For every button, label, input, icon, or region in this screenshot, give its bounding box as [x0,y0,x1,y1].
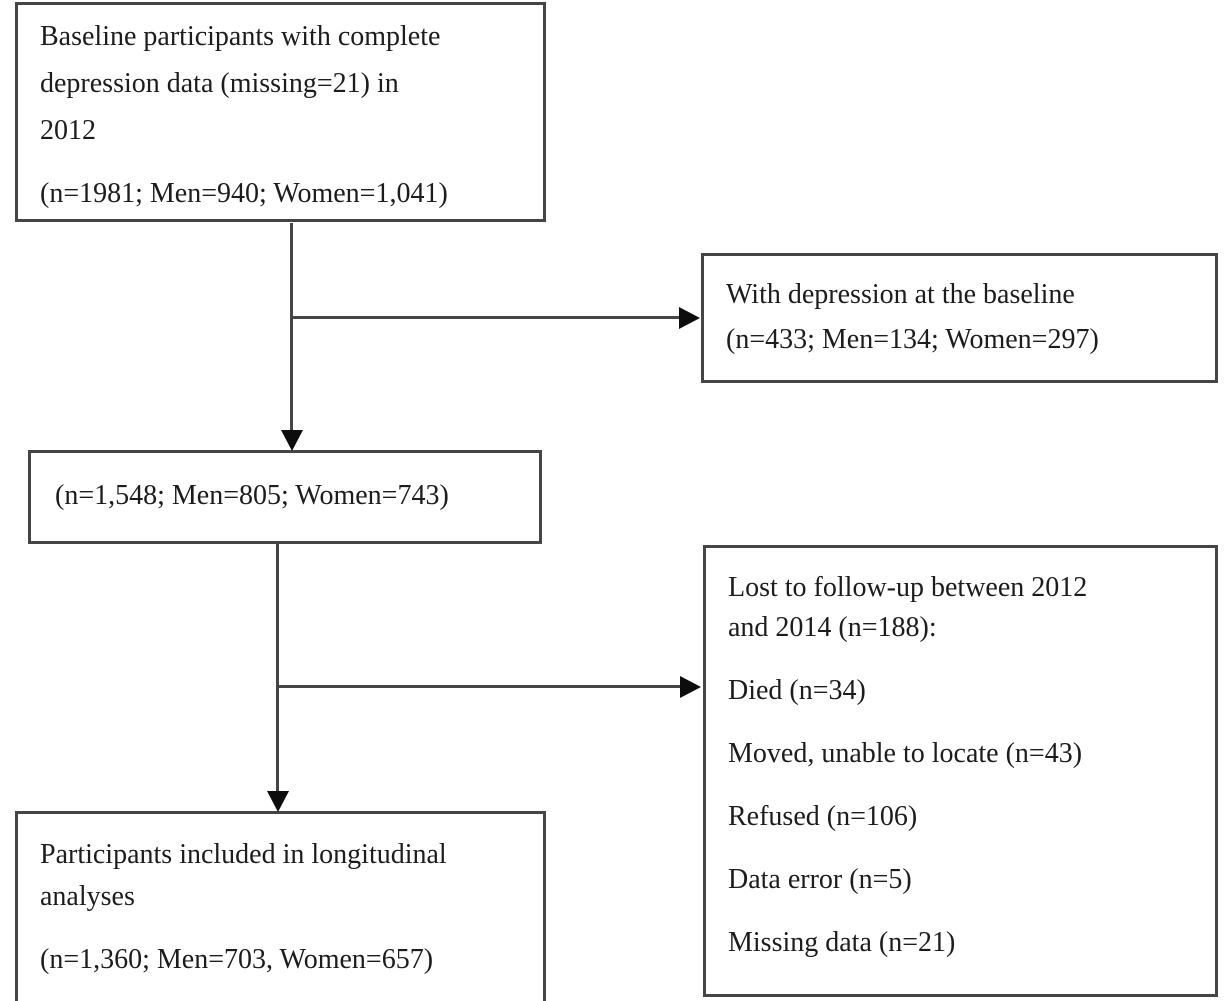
baseline-text-line-2: depression data (missing=21) in [40,68,399,99]
baseline-text-line-1: Baseline participants with complete [40,21,441,52]
arrowhead-right-excluded-icon [679,307,700,329]
box-excluded-depression [701,253,1218,383]
baseline-text-line-3: 2012 [40,115,96,146]
lost-followup-item-refused: Refused (n=106) [728,801,918,832]
lost-followup-item-moved: Moved, unable to locate (n=43) [728,738,1083,769]
lost-followup-header-line-1: Lost to follow-up between 2012 [728,572,1088,603]
connector-baseline-to-eligible [290,223,293,432]
connector-branch-to-excluded [291,316,680,319]
lost-followup-item-missing-data: Missing data (n=21) [728,927,956,958]
final-sample-counts: (n=1,360; Men=703, Women=657) [40,944,434,975]
lost-followup-item-died: Died (n=34) [728,675,866,706]
lost-followup-header-line-2: and 2014 (n=188): [728,612,937,643]
connector-branch-to-lost [277,685,681,688]
lost-followup-item-data-error: Data error (n=5) [728,864,912,895]
box-eligible-sample [28,450,542,544]
arrowhead-down-final-icon [267,791,289,812]
final-sample-text-line-2: analyses [40,881,135,912]
arrowhead-down-eligible-icon [281,430,303,451]
eligible-sample-counts: (n=1,548; Men=805; Women=743) [55,480,449,511]
excluded-depression-text: With depression at the baseline [726,279,1075,310]
box-baseline-participants [15,2,546,222]
box-final-sample [15,811,546,1001]
connector-eligible-to-final [276,543,279,793]
baseline-sample-counts: (n=1981; Men=940; Women=1,041) [40,178,448,209]
arrowhead-right-lost-icon [680,676,701,698]
final-sample-text-line-1: Participants included in longitudinal [40,839,447,870]
box-lost-to-followup [703,545,1218,997]
excluded-depression-counts: (n=433; Men=134; Women=297) [726,324,1099,355]
